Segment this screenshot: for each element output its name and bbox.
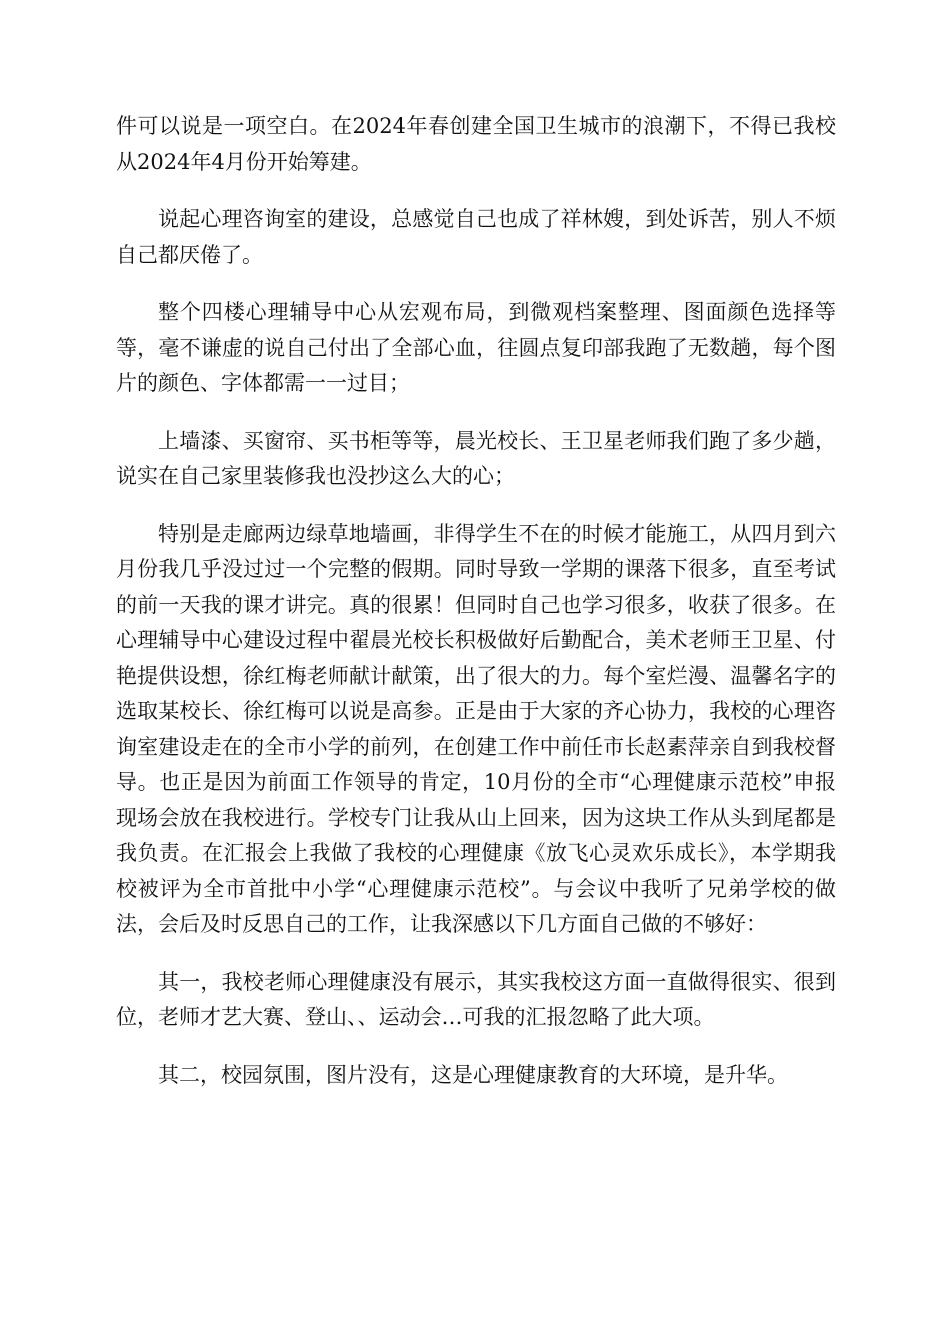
paragraph-continuation: 件可以说是一项空白。在2024年春创建全国卫生城市的浪潮下，不得已我校从2024年4月份开始筹建。 (116, 114, 836, 174)
paragraph-corridor-mural: 特别是走廊两边绿草地墙画，非得学生不在的时候才能施工，从四月到六月份我几乎没过过一个完整的假期。同时导致一学期的课落下很多，直至考试的前一天我的课才讲完。真的很累！但同时自己也学习很多，收获了很多。在心理辅导中心建设过程中翟晨光校长积极做好后勤配合，美术老师王卫星、付艳提供设想，徐红梅老师献计献策，出了很大的力。每个室烂漫、温馨名字的选取某校长、徐红梅可以说是高参。正是由于大家的齐心协力，我校的心理咨询室建设走在的全市小学的前列，在创建工作中前任市长赵素萍亲自到我校督导。也正是因为前面工作领导的肯定，10月份的全市“心理健康示范校”申报现场会放在我校进行。学校专门让我从山上回来，因为这块工作从头到尾都是我负责。在汇报会上我做了我校的心理健康《放飞心灵欢乐成长》，本学期我校被评为全市首批中小学“心理健康示范校”。与会议中我听了兄弟学校的做法，会后及时反思自己的工作，让我深感以下几方面自己做的不够好： (116, 521, 836, 936)
paragraph-xianglinsao: 说起心理咨询室的建设，总感觉自己也成了祥林嫂，到处诉苦，别人不烦自己都厌倦了。 (116, 207, 836, 267)
paragraph-point-two: 其二，校园氛围，图片没有，这是心理健康教育的大环境，是升华。 (158, 1062, 788, 1087)
document-body (116, 109, 836, 1115)
paragraph-point-one: 其一，我校老师心理健康没有展示，其实我校这方面一直做得很实、很到位，老师才艺大赛、登山、、运动会…可我的汇报忽略了此大项。 (116, 969, 836, 1029)
paragraph-decoration: 上墙漆、买窗帘、买书柜等等，晨光校长、王卫星老师我们跑了多少趟，说实在自己家里装修我也没抄这么大的心； (116, 428, 836, 488)
paragraph-layout-effort: 整个四楼心理辅导中心从宏观布局，到微观档案整理、图面颜色选择等等，毫不谦虚的说自己付出了全部心血，往圆点复印部我跑了无数趟，每个图片的颜色、字体都需一一过目； (116, 300, 836, 395)
